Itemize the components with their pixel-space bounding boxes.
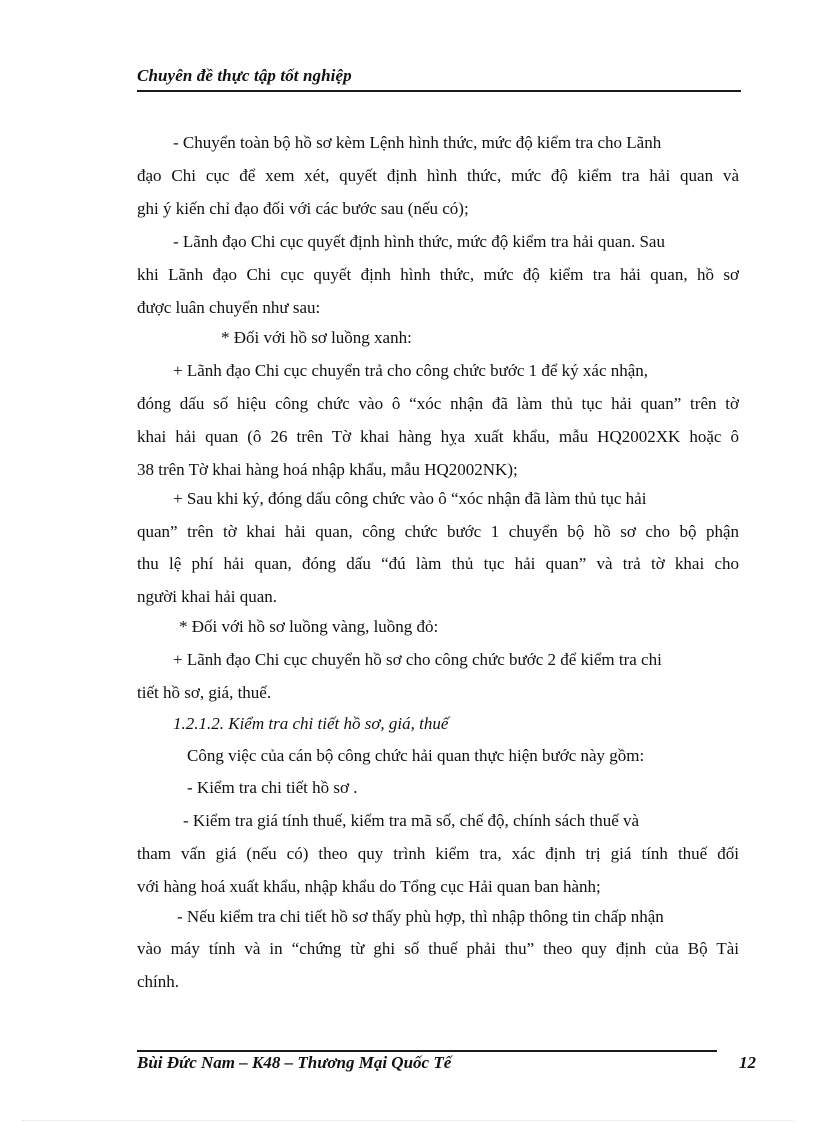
- body-line: với hàng hoá xuất khẩu, nhập khẩu do Tổng cục Hải quan ban hành;: [137, 877, 601, 896]
- body-line: thu lệ phí hải quan, đóng dấu “đú làm thủ tục hải quan” và trả tờ khai cho: [137, 554, 739, 573]
- body-line: người khai hải quan.: [137, 587, 278, 606]
- page-edge-dotted-line: [22, 1120, 794, 1121]
- body-line: - Kiểm tra giá tính thuế, kiểm tra mã số, chế độ, chính sách thuế và: [183, 811, 640, 830]
- body-line: + Lãnh đạo Chi cục chuyển hồ sơ cho công chức bước 2 để kiểm tra chi: [173, 650, 662, 669]
- body-line: khai hải quan (ô 26 trên Tờ khai hàng hỵa xuất khẩu, mẫu HQ2002XK hoặc ô: [137, 427, 739, 446]
- body-line: Công việc của cán bộ công chức hải quan thực hiện bước này gồm:: [187, 746, 645, 765]
- body-line: chính.: [137, 972, 180, 991]
- body-line: 38 trên Tờ khai hàng hoá nhập khẩu, mẫu HQ2002NK);: [137, 460, 518, 479]
- footer-divider: [137, 1050, 717, 1052]
- page-number: 12: [739, 1053, 756, 1072]
- body-line: ghi ý kiến chỉ đạo đối với các bước sau (nếu có);: [137, 199, 469, 218]
- body-line: + Sau khi ký, đóng dấu công chức vào ô “xóc nhận đã làm thủ tục hải: [173, 489, 647, 508]
- body-line: tiết hồ sơ, giá, thuế.: [137, 683, 272, 702]
- body-line: quan” trên tờ khai hải quan, công chức bước 1 chuyển bộ hồ sơ cho bộ phận: [137, 522, 739, 541]
- header-divider: [137, 90, 741, 92]
- body-line: * Đối với hồ sơ luồng vàng, luồng đỏ:: [179, 617, 439, 636]
- body-line: * Đối với hồ sơ luồng xanh:: [221, 328, 412, 347]
- body-line: được luân chuyển như sau:: [137, 298, 321, 317]
- body-line: + Lãnh đạo Chi cục chuyển trả cho công chức bước 1 để ký xác nhận,: [173, 361, 649, 380]
- body-line: đóng dấu số hiệu công chức vào ô “xóc nhận đã làm thủ tục hải quan” trên tờ: [137, 394, 739, 413]
- header-title: Chuyên đề thực tập tốt nghiệp: [137, 66, 352, 85]
- body-line: - Nếu kiểm tra chi tiết hồ sơ thấy phù hợp, thì nhập thông tin chấp nhận: [177, 907, 664, 926]
- body-line: - Lãnh đạo Chi cục quyết định hình thức, mức độ kiểm tra hải quan. Sau: [173, 232, 665, 251]
- body-line: khi Lãnh đạo Chi cục quyết định hình thức, mức độ kiểm tra hải quan, hồ sơ: [137, 265, 739, 284]
- body-line: vào máy tính và in “chứng từ ghi số thuế phải thu” theo quy định của Bộ Tài: [137, 939, 739, 958]
- body-line: đạo Chi cục để xem xét, quyết định hình thức, mức độ kiểm tra hải quan và: [137, 166, 739, 185]
- body-line: tham vấn giá (nếu có) theo quy trình kiểm tra, xác định trị giá tính thuế đối: [137, 844, 739, 863]
- section-subheading: 1.2.1.2. Kiểm tra chi tiết hồ sơ, giá, thuế: [173, 714, 449, 733]
- footer-author: Bùi Đức Nam – K48 – Thương Mại Quốc Tế: [137, 1053, 452, 1072]
- body-line: - Chuyển toàn bộ hồ sơ kèm Lệnh hình thức, mức độ kiểm tra cho Lãnh: [173, 133, 662, 152]
- body-line: - Kiểm tra chi tiết hồ sơ .: [187, 778, 358, 797]
